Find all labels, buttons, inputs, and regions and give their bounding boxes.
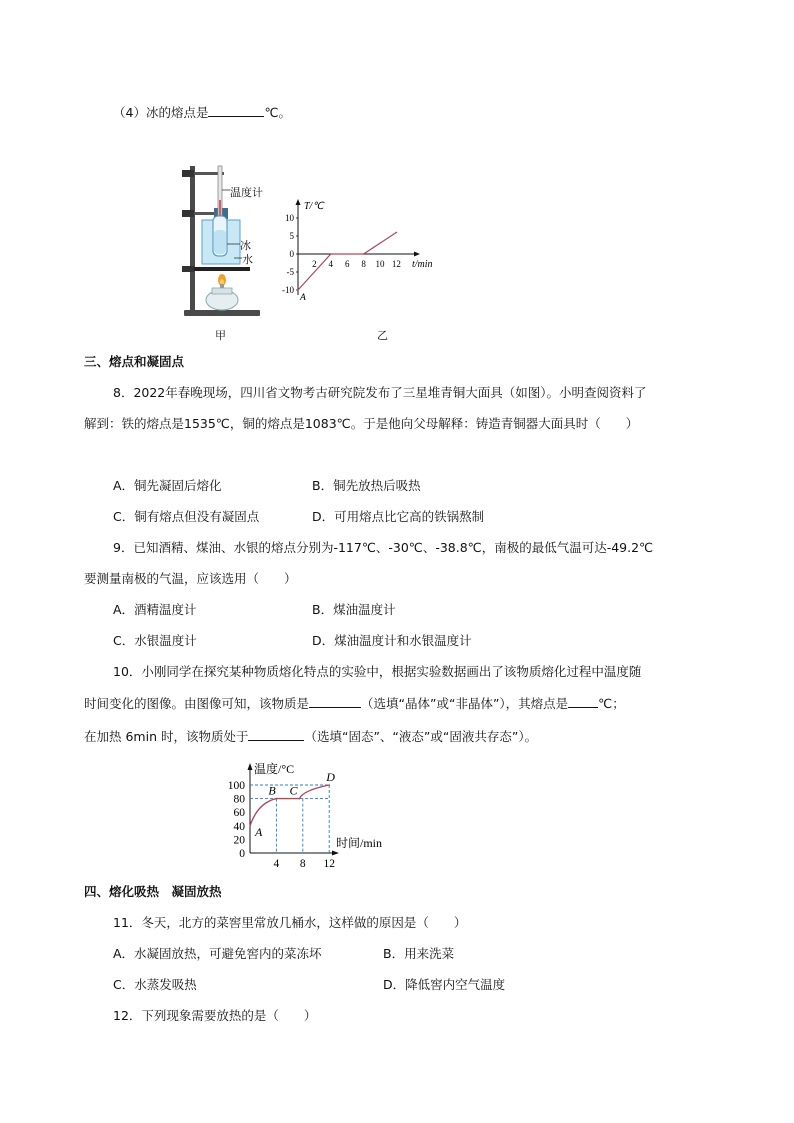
- q9-stem-line2: 要测量南极的气温，应该选用（ ）: [84, 571, 297, 586]
- q11-option-d[interactable]: D．降低窖内空气温度: [383, 977, 506, 992]
- x-tick-label: 8: [361, 259, 366, 269]
- x-tick-label: 2: [312, 259, 317, 269]
- q9-option-d[interactable]: D．煤油温度计和水银温度计: [312, 633, 472, 648]
- series-point: [249, 825, 251, 827]
- series-point: [328, 784, 330, 786]
- q10-line3-text-a: 在加热 6min 时，该物质处于: [84, 729, 249, 744]
- x-axis-arrow: [414, 252, 420, 257]
- temperature-time-graph-1: [280, 195, 445, 305]
- q10-blank-crystal[interactable]: [309, 695, 361, 708]
- thermometer-label: 温度计: [230, 186, 263, 199]
- q9-stem-line1: 9．已知酒精、煤油、水银的熔点分别为-117℃、-30℃、-38.8℃，南极的最低气温可达-49.2℃: [113, 540, 654, 555]
- x-tick-label: 6: [344, 259, 350, 269]
- x-tick-label: 8: [299, 858, 306, 870]
- section-3-title: 三、熔点和凝固点: [84, 354, 185, 369]
- y-tick-label: -10: [282, 285, 294, 295]
- section-4-title: 四、熔化吸热 凝固放热: [84, 884, 222, 899]
- y-tick-label: 40: [233, 820, 245, 833]
- x-tick-label: 12: [323, 858, 335, 870]
- y-tick-label: 5: [289, 231, 294, 241]
- q11-option-a[interactable]: A．水凝固放热，可避免窖内的菜冻坏: [113, 946, 322, 961]
- y-tick-label: -5: [286, 267, 294, 277]
- q8-option-d[interactable]: D．可用熔点比它高的铁锅熬制: [312, 509, 485, 524]
- q8-stem-line2: 解到：铁的熔点是1535℃，铜的熔点是1083℃。于是他向父母解释：铸造青铜器大面具时（ ）: [84, 416, 639, 431]
- q11-option-b[interactable]: B．用来洗菜: [383, 946, 455, 961]
- x-axis-label: t/min: [412, 259, 433, 270]
- q4-answer-blank[interactable]: [208, 104, 264, 117]
- q4-suffix: ℃。: [264, 105, 292, 120]
- q11-stem: 11．冬天，北方的菜窖里常放几桶水，这样做的原因是（ ）: [113, 915, 467, 930]
- point-label-b: B: [268, 783, 276, 798]
- y-tick-label: 10: [285, 213, 294, 223]
- x-tick-label: 4: [328, 259, 334, 269]
- x-axis-label: 时间/min: [336, 836, 383, 850]
- q9-option-b[interactable]: B．煤油温度计: [312, 602, 396, 617]
- q10-stem-line1: 10．小刚同学在探究某种物质熔化特点的实验中，根据实验数据画出了该物质熔化过程中温度随: [113, 664, 642, 679]
- y-axis-arrow: [248, 763, 253, 770]
- y-tick-label: 60: [233, 807, 245, 820]
- q10-line3-text-b: （选填“固态”、“液态”或“固液共存态”）。: [304, 729, 538, 744]
- water-label: 水: [242, 253, 253, 266]
- q4-line: [113, 104, 291, 121]
- q4-prefix: （4）冰的熔点是: [113, 105, 209, 120]
- q10-stem-line2: [84, 695, 625, 712]
- q10-stem-line3: [84, 728, 537, 745]
- point-label-d: D: [326, 770, 335, 784]
- series-point: [363, 253, 365, 255]
- point-label-c: C: [289, 783, 298, 798]
- series-point: [299, 798, 301, 800]
- x-tick-label: 12: [391, 259, 401, 269]
- q10-blank-melting-point[interactable]: [568, 695, 598, 708]
- y-tick-label: 0: [289, 249, 294, 259]
- q11-option-c[interactable]: C．水蒸发吸热: [113, 977, 197, 992]
- ice-label: 冰: [240, 239, 251, 252]
- y-tick-label: 20: [233, 834, 245, 847]
- series-point: [330, 253, 332, 255]
- y-tick-label: 0: [239, 848, 245, 860]
- q9-option-a[interactable]: A．酒精温度计: [113, 602, 197, 617]
- q10-line2-text-c: ℃；: [598, 696, 625, 711]
- y-axis-label: T/℃: [304, 201, 324, 212]
- q10-line2-text-b: （选填“晶体”或“非晶体”），其熔点是: [361, 696, 569, 711]
- q8-option-b[interactable]: B．铜先放热后吸热: [312, 478, 421, 493]
- x-tick-label: 4: [273, 858, 280, 870]
- q10-line2-text-a: 时间变化的图像。由图像可知，该物质是: [84, 696, 310, 711]
- q12-stem: 12．下列现象需要放热的是（ ）: [113, 1008, 317, 1023]
- y-axis-arrow: [296, 199, 301, 205]
- point-label-a: A: [300, 293, 306, 303]
- point-label-a: A: [255, 824, 263, 839]
- q8-stem-line1: 8．2022年春晚现场，四川省文物考古研究院发布了三星堆青铜大面具（如图）。小明查阅资料了: [113, 385, 647, 400]
- temperature-time-graph-2: [218, 758, 398, 870]
- figure-caption-jia: 甲: [215, 329, 226, 342]
- figure-caption-yi: 乙: [377, 329, 388, 342]
- x-axis-arrow: [332, 851, 339, 856]
- series-point: [396, 232, 398, 234]
- y-tick-label: 80: [233, 793, 245, 806]
- q8-option-a[interactable]: A．铜先凝固后熔化: [113, 478, 222, 493]
- series-point: [276, 798, 278, 800]
- q9-option-c[interactable]: C．水银温度计: [113, 633, 197, 648]
- q10-blank-state[interactable]: [248, 728, 304, 741]
- y-tick-label: 100: [227, 780, 245, 792]
- q8-option-c[interactable]: C．铜有熔点但没有凝固点: [113, 509, 260, 524]
- y-axis-label: 温度/°C: [254, 762, 295, 776]
- x-tick-label: 10: [375, 259, 385, 269]
- series-point: [297, 289, 299, 291]
